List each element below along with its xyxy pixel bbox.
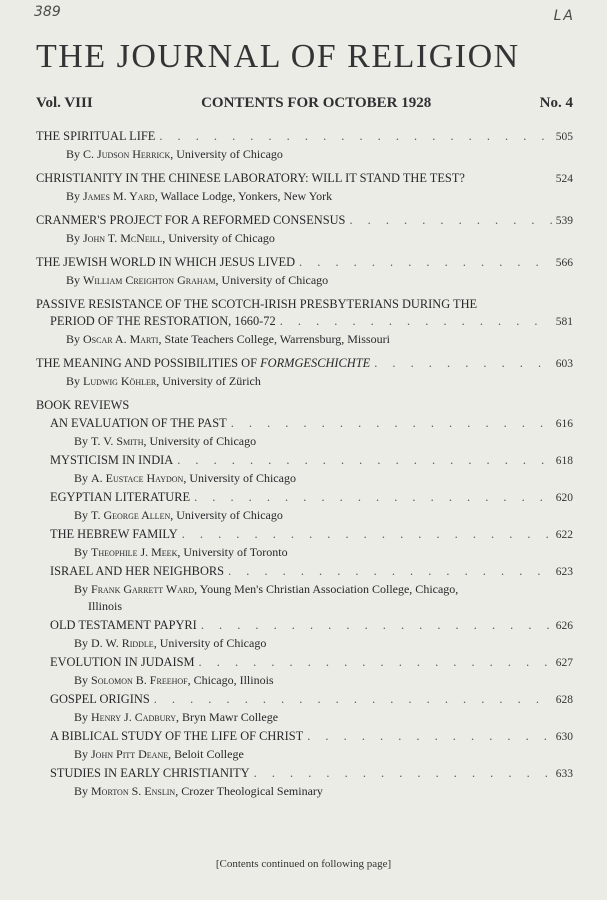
review-entry[interactable] [36,691,573,726]
author-affiliation: , University of Chicago [183,471,296,485]
leader-dots [228,563,552,580]
review-title[interactable]: EVOLUTION IN JUDAISM [50,655,195,669]
author-affiliation: , University of Toronto [177,545,288,559]
continuation-note: [Contents continued on following page] [215,858,392,870]
leader-dots [154,691,552,708]
author-affiliation: , State Teachers College, Warrensburg, Missouri [158,332,390,346]
handwritten-annotation-left: 389 [34,4,61,20]
review-author: By T. V. Smith, University of Chicago [74,434,257,448]
review-author: By John Pitt Deane, Beloit College [74,747,244,761]
review-author: By Henry J. Cadbury, Bryn Mawr College [74,710,279,724]
leader-dots [254,765,552,782]
article-entry[interactable] [36,254,573,289]
page-number: 539 [555,215,573,227]
review-entry[interactable] [36,728,573,763]
page-number: 616 [555,418,573,430]
author-name: Oscar A. Marti [83,332,159,346]
review-title[interactable]: MYSTICISM IN INDIA [50,453,174,467]
author-name: A. Eustace Haydon [91,471,184,485]
article-entry[interactable] [36,296,573,348]
author-name: Ludwig Köhler [83,374,157,388]
author-affiliation: , Crozer Theological Seminary [175,784,323,798]
review-author: By Morton S. Enslin, Crozer Theological Seminary [74,784,323,798]
author-affiliation: , University of Chicago [153,636,267,650]
page-number: 628 [555,694,573,706]
article-author: By Oscar A. Marti, State Teachers College, Warrensburg, Missouri [66,332,390,346]
book-reviews-heading: BOOK REVIEWS [36,398,130,412]
leader-dots [194,489,552,506]
page-number: 603 [555,358,573,370]
contents-heading: CONTENTS FOR OCTOBER 1928 [201,95,432,111]
journal-title: THE JOURNAL OF RELIGION [36,38,520,75]
author-affiliation: , Young Men's Christian Association College, Chicago, [194,582,459,596]
author-name: T. V. Smith [91,434,144,448]
leader-dots [159,128,551,145]
article-author: By John T. McNeill, University of Chicago [66,231,275,245]
review-entry[interactable] [36,654,573,689]
review-title[interactable]: STUDIES IN EARLY CHRISTIANITY [50,766,250,780]
author-affiliation: , Bryn Mawr College [176,710,279,724]
review-author: By T. George Allen, University of Chicago [74,508,283,522]
review-title[interactable]: AN EVALUATION OF THE PAST [50,416,227,430]
review-entry[interactable] [36,526,573,561]
leader-dots [374,355,552,372]
page-number: 505 [555,131,573,143]
review-entry[interactable] [36,765,573,800]
page-number: 626 [555,620,573,632]
article-title[interactable]: THE SPIRITUAL LIFE [36,129,156,143]
author-name: Theophile J. Meek [91,545,178,559]
leader-dots [299,254,552,271]
author-affiliation-continued: Illinois [88,599,123,613]
article-title[interactable]: THE MEANING AND POSSIBILITIES OF FORMGESCHICHTE [36,356,371,370]
author-name: Morton S. Enslin [91,784,176,798]
review-author: By Theophile J. Meek, University of Toronto [74,545,288,559]
review-title[interactable]: ISRAEL AND HER NEIGHBORS [50,564,225,578]
page-number: 566 [555,257,573,269]
page-number: 627 [555,657,573,669]
article-title[interactable]: THE JEWISH WORLD IN WHICH JESUS LIVED [36,255,296,269]
article-entry[interactable] [36,212,573,247]
table-of-contents [36,128,573,802]
article-title-italic: FORMGESCHICHTE [260,356,371,370]
author-affiliation: , Beloit College [168,747,244,761]
article-author: By C. Judson Herrick, University of Chicago [66,147,283,161]
review-title[interactable]: THE HEBREW FAMILY [50,527,178,541]
article-entry[interactable] [36,128,573,163]
author-name: T. George Allen [91,508,171,522]
article-title[interactable]: PASSIVE RESISTANCE OF THE SCOTCH-IRISH PRESBYTERIANS DURING THE [36,297,478,311]
author-name: Henry J. Cadbury [91,710,177,724]
author-name: James M. Yard [83,189,155,203]
review-entry[interactable] [36,563,573,615]
review-entry[interactable] [36,617,573,652]
issue-number: No. 4 [539,95,573,111]
page-number: 524 [555,173,573,185]
author-affiliation: , University of Zürich [156,374,261,388]
leader-dots [177,452,552,469]
review-author: By D. W. Riddle, University of Chicago [74,636,267,650]
leader-dots [280,313,552,330]
review-entry[interactable] [36,489,573,524]
author-name: John T. McNeill [83,231,163,245]
article-author: By Ludwig Köhler, University of Zürich [66,374,261,388]
page-number: 620 [555,492,573,504]
author-name: D. W. Riddle [91,636,154,650]
author-affiliation: , University of Chicago [170,508,283,522]
issue-header [36,95,573,112]
leader-dots [231,415,552,432]
article-title[interactable]: CRANMER'S PROJECT FOR A REFORMED CONSENSUS [36,213,346,227]
leader-dots [349,212,551,229]
page-number: 618 [555,455,573,467]
author-name: William Creighton Graham [83,273,216,287]
article-author: By William Creighton Graham, University of Chicago [66,273,329,287]
review-title[interactable]: GOSPEL ORIGINS [50,692,150,706]
page-number: 622 [555,529,573,541]
review-title[interactable]: EGYPTIAN LITERATURE [50,490,191,504]
article-entry[interactable] [36,355,573,390]
leader-dots [201,617,552,634]
leader-dots [307,728,552,745]
author-name: Solomon B. Freehof [91,673,188,687]
review-entry[interactable] [36,452,573,487]
review-entry[interactable] [36,415,573,450]
page-number: 633 [555,768,573,780]
review-title[interactable]: OLD TESTAMENT PAPYRI [50,618,197,632]
review-author: By Frank Garrett Ward, Young Men's Christian Association College, Chicago, [74,582,459,596]
author-affiliation: , University of Chicago [162,231,275,245]
review-title[interactable]: A BIBLICAL STUDY OF THE LIFE OF CHRIST [50,729,304,743]
article-entry[interactable] [36,170,573,205]
article-title-continued[interactable]: PERIOD OF THE RESTORATION, 1660-72 [50,314,276,328]
article-author: By James M. Yard, Wallace Lodge, Yonkers, New York [66,189,333,203]
leader-dots [182,526,552,543]
page-number: 630 [555,731,573,743]
author-affiliation: , Wallace Lodge, Yonkers, New York [154,189,333,203]
article-title[interactable]: CHRISTIANITY IN THE CHINESE LABORATORY: WILL IT STAND THE TEST? [36,171,465,185]
page-number: 581 [555,316,573,328]
author-affiliation: , University of Chicago [143,434,257,448]
page-number: 623 [555,566,573,578]
review-author: By Solomon B. Freehof, Chicago, Illinois [74,673,274,687]
author-affiliation: , University of Chicago [170,147,283,161]
author-affiliation: , University of Chicago [215,273,329,287]
author-name: C. Judson Herrick [83,147,171,161]
leader-dots [199,654,552,671]
handwritten-annotation-right: LA [553,8,575,24]
author-name: John Pitt Deane [91,747,169,761]
author-affiliation: , Chicago, Illinois [187,673,274,687]
author-name: Frank Garrett Ward [91,582,195,596]
review-author: By A. Eustace Haydon, University of Chicago [74,471,296,485]
volume-label: Vol. VIII [36,95,93,111]
